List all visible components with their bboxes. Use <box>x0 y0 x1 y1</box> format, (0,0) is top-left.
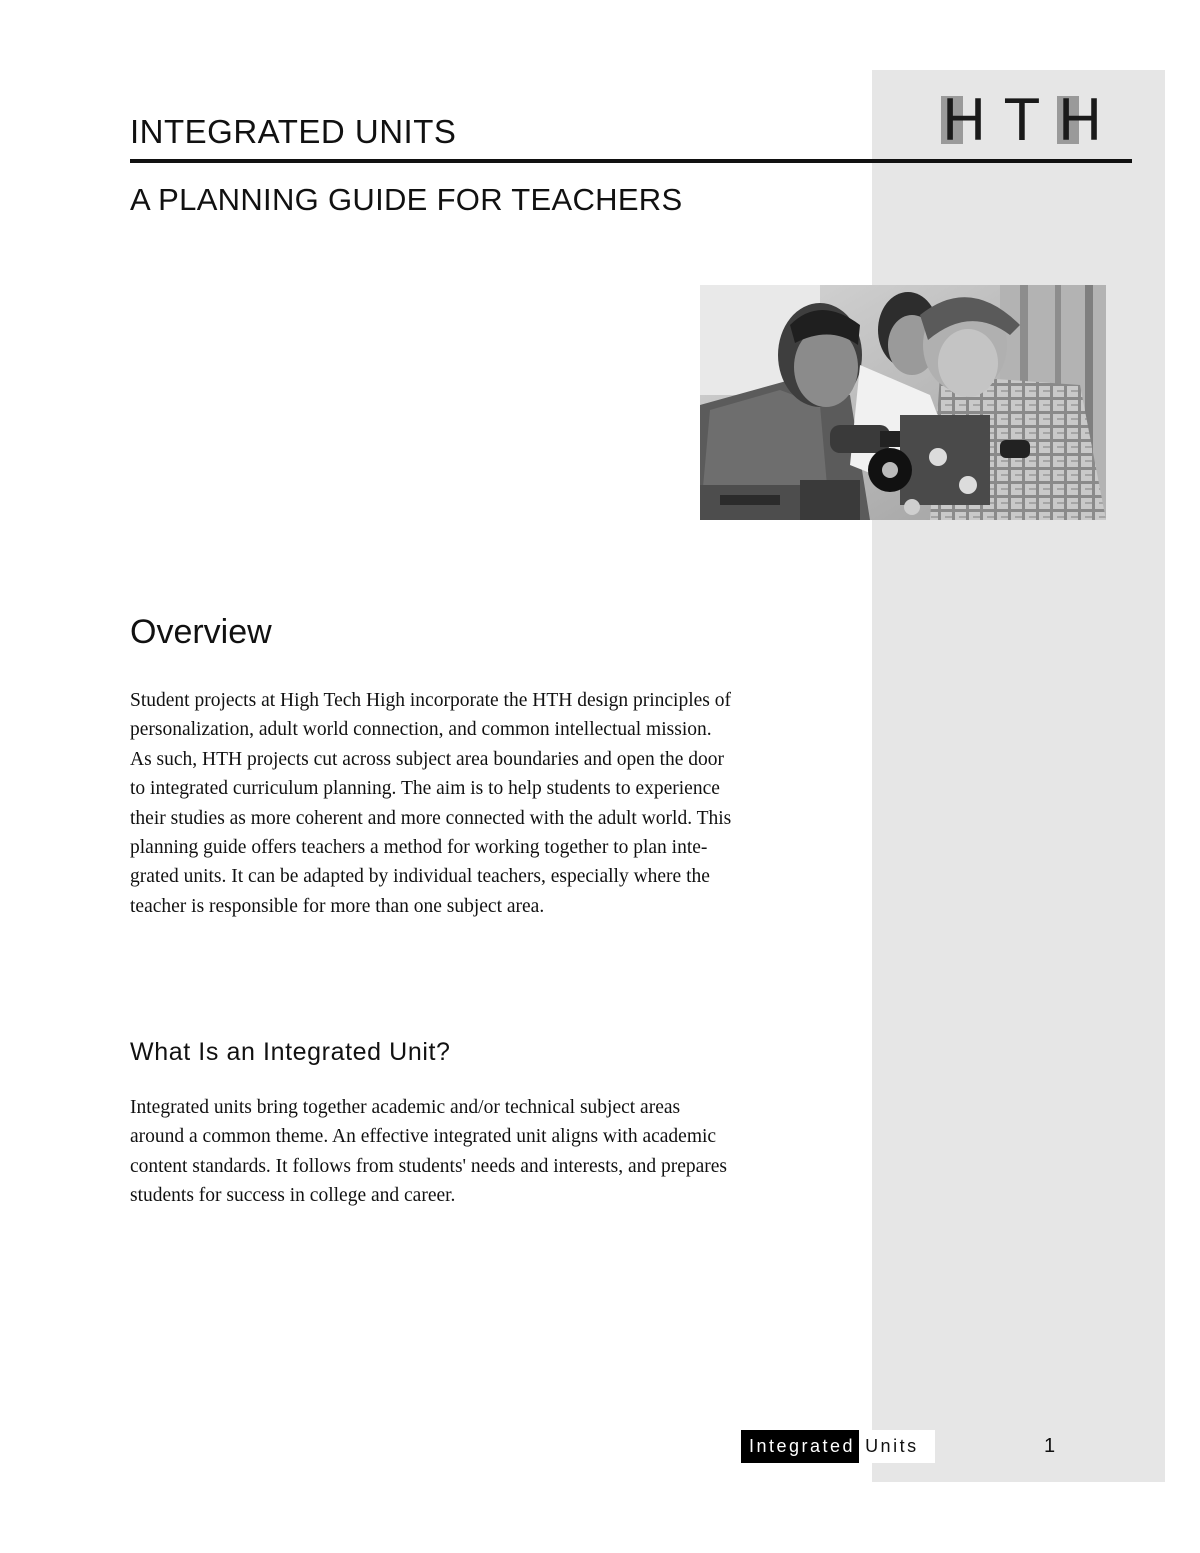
overview-paragraph <box>130 686 830 921</box>
hth-logo <box>935 86 1109 153</box>
overview-line: their studies as more coherent and more connected with the adult world. This <box>130 807 732 829</box>
overview-line: grated units. It can be adapted by individual teachers, especially where the <box>130 866 710 888</box>
title-divider <box>130 159 1132 163</box>
integrated-unit-heading: What Is an Integrated Unit? <box>130 1038 451 1066</box>
page-number: 1 <box>1044 1435 1056 1457</box>
integrated-unit-line: Integrated units bring together academic and/or technical subject areas <box>130 1097 681 1118</box>
overview-line: planning guide offers teachers a method for working together to plan inte- <box>130 837 708 859</box>
integrated-unit-paragraph <box>130 1093 830 1211</box>
overview-line: teacher is responsible for more than one subject area. <box>130 895 545 917</box>
footer-badge <box>741 1430 935 1463</box>
integrated-unit-line: content standards. It follows from students' needs and interests, and prepares <box>130 1155 728 1177</box>
overview-line: to integrated curriculum planning. The aim is to help students to experience <box>130 778 720 800</box>
page-title: INTEGRATED UNITS <box>130 113 457 150</box>
logo-letter-t: T <box>1003 86 1041 153</box>
logo-letter-h1: H <box>942 86 986 153</box>
sidebar-panel <box>872 70 1165 1482</box>
overview-line: As such, HTH projects cut across subject area boundaries and open the door <box>130 748 725 770</box>
integrated-unit-line: students for success in college and career. <box>130 1185 456 1207</box>
integrated-unit-line: around a common theme. An effective integrated unit aligns with academic <box>130 1126 717 1148</box>
footer-badge-light: Units <box>859 1430 935 1463</box>
footer-badge-dark: Integrated <box>741 1430 859 1463</box>
overview-line: personalization, adult world connection, and common intellectual mission. <box>130 719 712 741</box>
page-subtitle: A PLANNING GUIDE FOR TEACHERS <box>130 182 683 217</box>
overview-line: Student projects at High Tech High incorporate the HTH design principles of <box>130 690 732 711</box>
students-with-robotics-photo <box>700 285 1106 520</box>
overview-heading: Overview <box>130 613 272 651</box>
logo-letter-h2: H <box>1058 86 1102 153</box>
